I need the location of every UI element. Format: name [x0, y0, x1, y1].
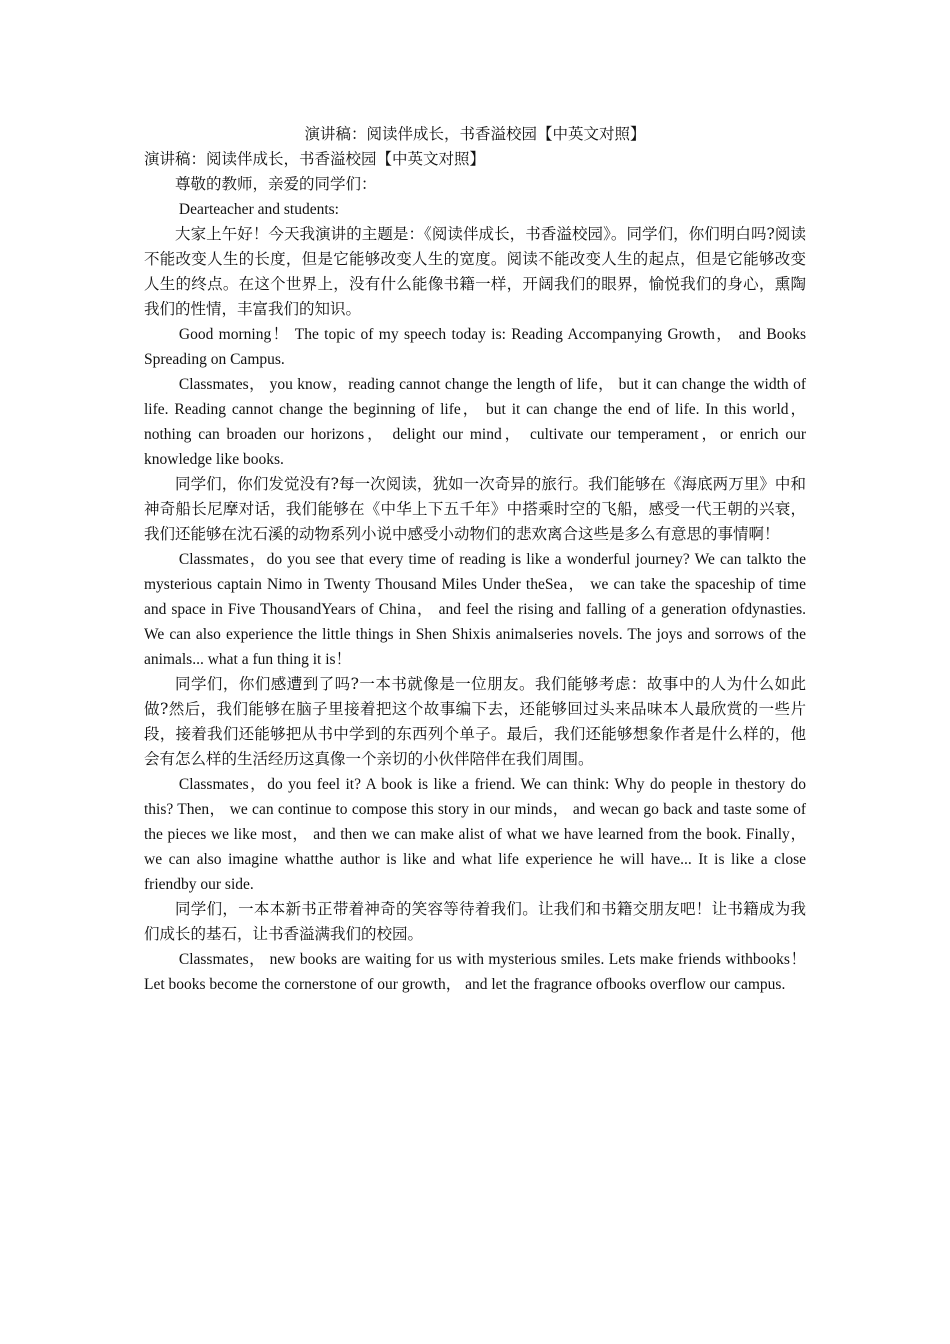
paragraph-5-en: Classmates， new books are waiting for us with mysterious smiles. Lets make friends withbooks！ Let books become the cornerstone of our growth， and let the fragrance ofbooks overflow our campus.	[144, 951, 806, 993]
greeting-cn: 尊敬的教师，亲爱的同学们：	[175, 175, 377, 193]
paragraph-2-en: Classmates， you know，reading cannot change the length of life， but it can change the width of life. Reading cannot change the beginning of life， but it can change the end of life. In this world， nothing can broaden our horizons， delight our mind， cultivate our temperament，or enrich our knowledge like books.	[144, 376, 806, 468]
paragraph-3-en: Classmates，do you see that every time of reading is like a wonderful journey? We can talkto the mysterious captain Nimo in Twenty Thousand Miles Under theSea， we can take the spaceship of time and space in Five ThousandYears of China， and feel the rising and falling of a generation ofdynasties. We can also experience the little things in Shen Shixis animalseries novels. The joys and sorrows of the animals... what a fun thing it is！	[144, 551, 806, 668]
paragraph-4-cn: 同学们，你们感遭到了吗?一本书就像是一位朋友。我们能够考虑：故事中的人为什么如此做?然后，我们能够在脑子里接着把这个故事编下去，还能够回过头来品味本人最欣赏的一些片段，接着我们还能够把从书中学到的东西列个单子。最后，我们还能够想象作者是什么样的，他会有怎么样的生活经历这真像一个亲切的小伙伴陪伴在我们周围。	[144, 675, 806, 768]
document-title: 演讲稿：阅读伴成长，书香溢校园【中英文对照】	[304, 125, 646, 143]
document-page	[144, 122, 806, 997]
greeting-en: Dearteacher and students:	[178, 201, 339, 218]
paragraph-1-en: Good morning！ The topic of my speech today is: Reading Accompanying Growth， and Books Spreading on Campus.	[144, 326, 806, 368]
paragraph-4-en: Classmates，do you feel it? A book is like a friend. We can think: Why do people in thestory do this? Then， we can continue to compose this story in our minds， and wecan go back and taste some of the pieces we like most， and then we can make alist of what we have learned from the book. Finally， we can also imagine whatthe author is like and what life experience he will have... It is like a close friendby our side.	[144, 776, 806, 893]
paragraph-3-cn: 同学们，你们发觉没有?每一次阅读，犹如一次奇异的旅行。我们能够在《海底两万里》中和神奇船长尼摩对话，我们能够在《中华上下五千年》中搭乘时空的飞船，感受一代王朝的兴衰，我们还能够在沈石溪的动物系列小说中感受小动物们的悲欢离合这些是多么有意思的事情啊！	[144, 475, 806, 543]
document-subtitle: 演讲稿：阅读伴成长，书香溢校园【中英文对照】	[144, 150, 486, 168]
paragraph-5-cn: 同学们，一本本新书正带着神奇的笑容等待着我们。让我们和书籍交朋友吧！让书籍成为我们成长的基石，让书香溢满我们的校园。	[144, 900, 806, 943]
paragraph-1-cn: 大家上午好！今天我演讲的主题是：《阅读伴成长，书香溢校园》。同学们，你们明白吗?阅读不能改变人生的长度，但是它能够改变人生的宽度。阅读不能改变人生的起点，但是它能够改变人生的终点。在这个世界上，没有什么能像书籍一样，开阔我们的眼界，愉悦我们的身心，熏陶我们的性情，丰富我们的知识。	[144, 225, 806, 318]
